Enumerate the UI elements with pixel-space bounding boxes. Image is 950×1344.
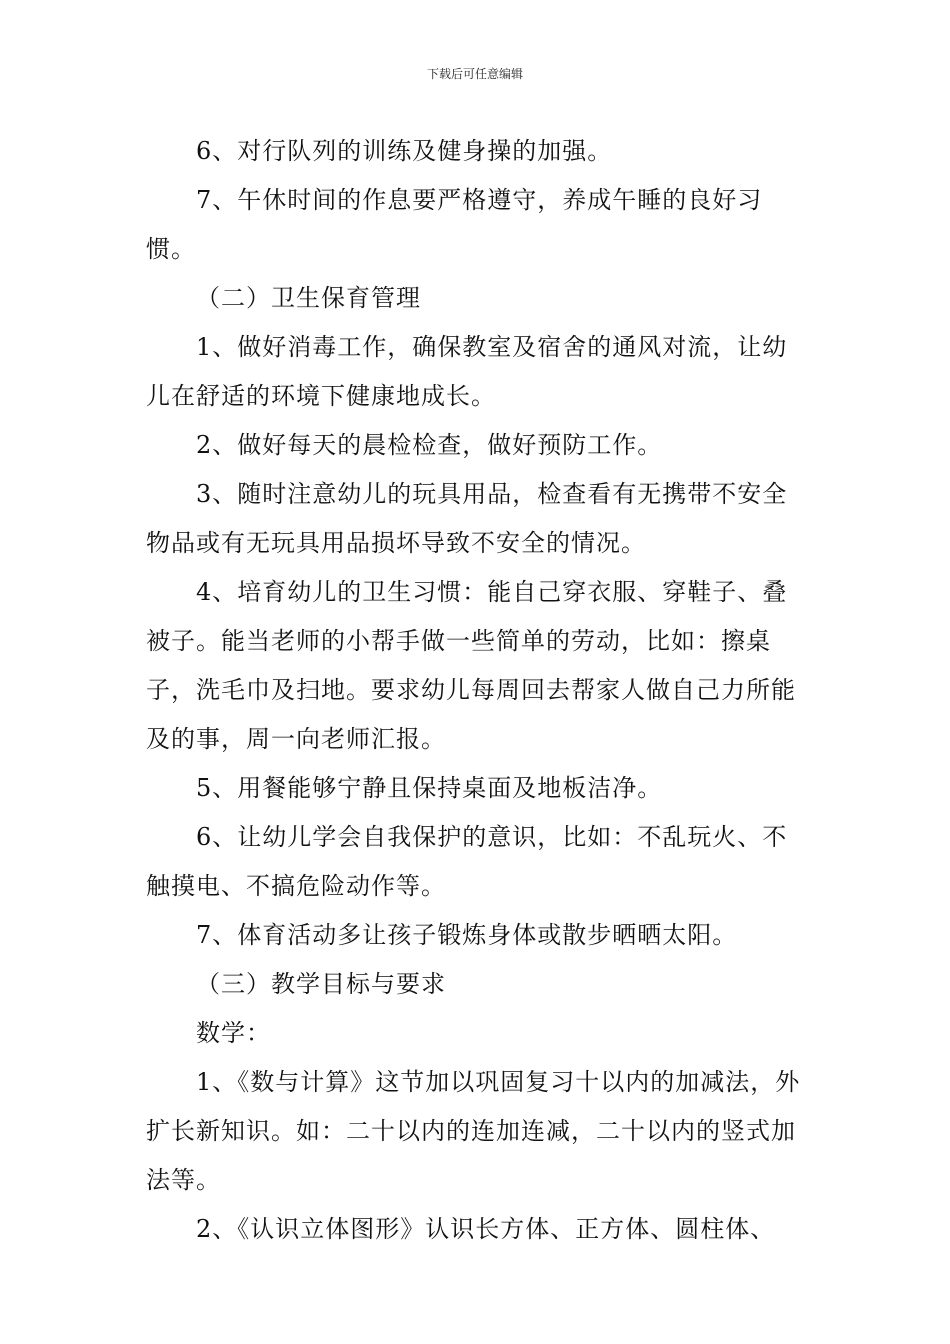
- section-heading-teaching: （三）教学目标与要求: [196, 970, 446, 998]
- paragraph-6-self-protection: 6、让幼儿学会自我保护的意识，比如：不乱玩火、不触摸电、不搞危险动作等。: [146, 823, 788, 900]
- section-heading-hygiene: （二）卫生保育管理: [196, 284, 421, 312]
- document-body: [146, 127, 810, 1254]
- paragraph-2-solid-shapes: 2、《认识立体图形》认识长方体、正方体、圆柱体、: [196, 1215, 776, 1243]
- paragraph-7-sports: 7、体育活动多让孩子锻炼身体或散步晒晒太阳。: [196, 921, 738, 949]
- paragraph-2-morning-check: 2、做好每天的晨检检查，做好预防工作。: [196, 431, 663, 459]
- paragraph-3-toy-safety: 3、随时注意幼儿的玩具用品，检查看有无携带不安全物品或有无玩具用品损坏导致不安全的情况。: [146, 480, 788, 557]
- paragraph-4-hygiene-habits: 4、培育幼儿的卫生习惯：能自己穿衣服、穿鞋子、叠被子。能当老师的小帮手做一些简单的劳动，比如：擦桌子，洗毛巾及扫地。要求幼儿每周回去帮家人做自己力所能及的事，周一向老师汇报。: [146, 578, 796, 753]
- paragraph-5-meals: 5、用餐能够宁静且保持桌面及地板洁净。: [196, 774, 663, 802]
- paragraph-7-nap-schedule: 7、午休时间的作息要严格遵守，养成午睡的良好习惯。: [146, 186, 763, 263]
- subheading-math: 数学：: [196, 1019, 271, 1047]
- page-header: 下载后可任意编辑: [426, 67, 523, 81]
- paragraph-1-number-calculation: 1、《数与计算》这节加以巩固复习十以内的加减法，外扩长新知识。如：二十以内的连加连减，二十以内的竖式加法等。: [146, 1068, 801, 1194]
- paragraph-6-formation-training: 6、对行队列的训练及健身操的加强。: [196, 137, 613, 165]
- paragraph-1-disinfection: 1、做好消毒工作，确保教室及宿舍的通风对流，让幼儿在舒适的环境下健康地成长。: [146, 333, 788, 410]
